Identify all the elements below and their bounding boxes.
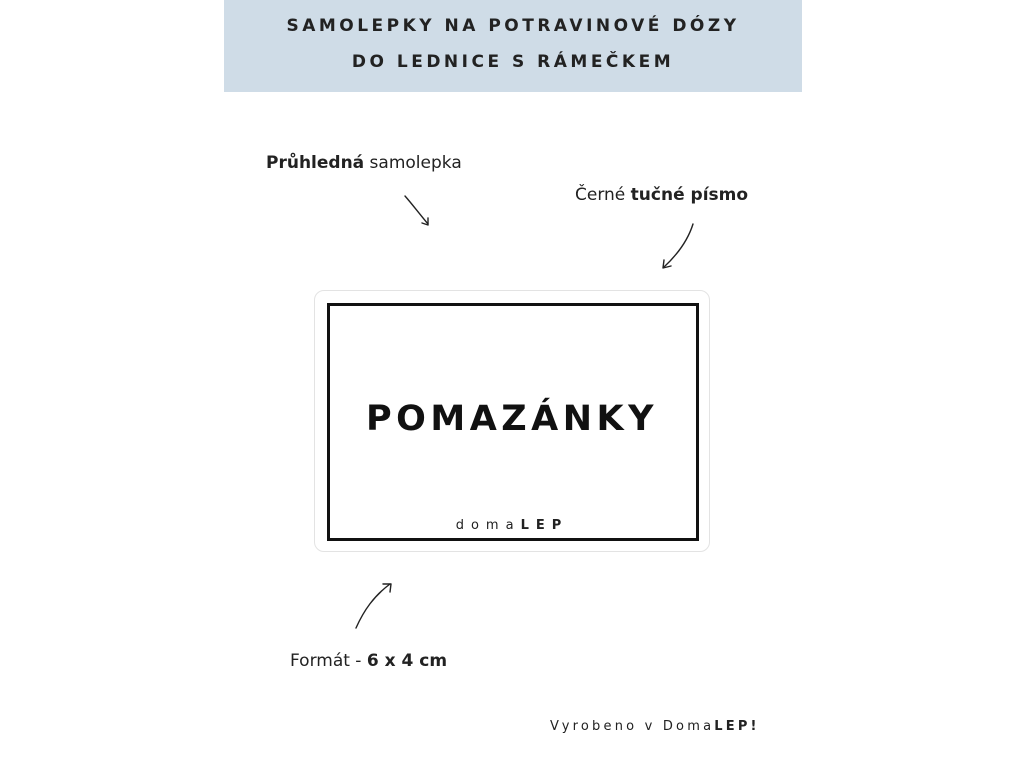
annotation-format-normal: Formát - [290, 651, 367, 671]
sticker-title: POMAZÁNKY [365, 399, 659, 439]
annotation-transparent-rest: samolepka [364, 153, 462, 173]
footer-normal: Vyrobeno v Doma [550, 719, 715, 734]
annotation-font-bold: tučné písmo [630, 185, 749, 205]
annotation-format [290, 651, 447, 671]
annotation-transparent-bold: Průhledná [266, 153, 365, 173]
sticker-brand-bold: LEP [520, 518, 569, 533]
footer-credit [550, 719, 760, 734]
sticker-brand-normal: doma [455, 518, 521, 533]
arrow-up-right-icon [350, 578, 396, 634]
annotation-font-normal: Černé [575, 185, 631, 205]
sticker-preview [314, 290, 710, 552]
annotation-bold-font [575, 185, 748, 205]
arrow-down-left-icon [656, 220, 700, 272]
header-title-line-1: SAMOLEPKY NA POTRAVINOVÉ DÓZY [286, 16, 740, 36]
header-banner [224, 0, 802, 92]
header-title-line-2: DO LEDNICE S RÁMEČKEM [351, 52, 675, 72]
footer-bold: LEP! [714, 719, 760, 734]
sticker-brand [315, 518, 709, 533]
annotation-format-bold: 6 x 4 cm [366, 651, 448, 671]
annotation-transparent-sticker [266, 153, 462, 173]
arrow-down-right-icon [398, 190, 438, 232]
